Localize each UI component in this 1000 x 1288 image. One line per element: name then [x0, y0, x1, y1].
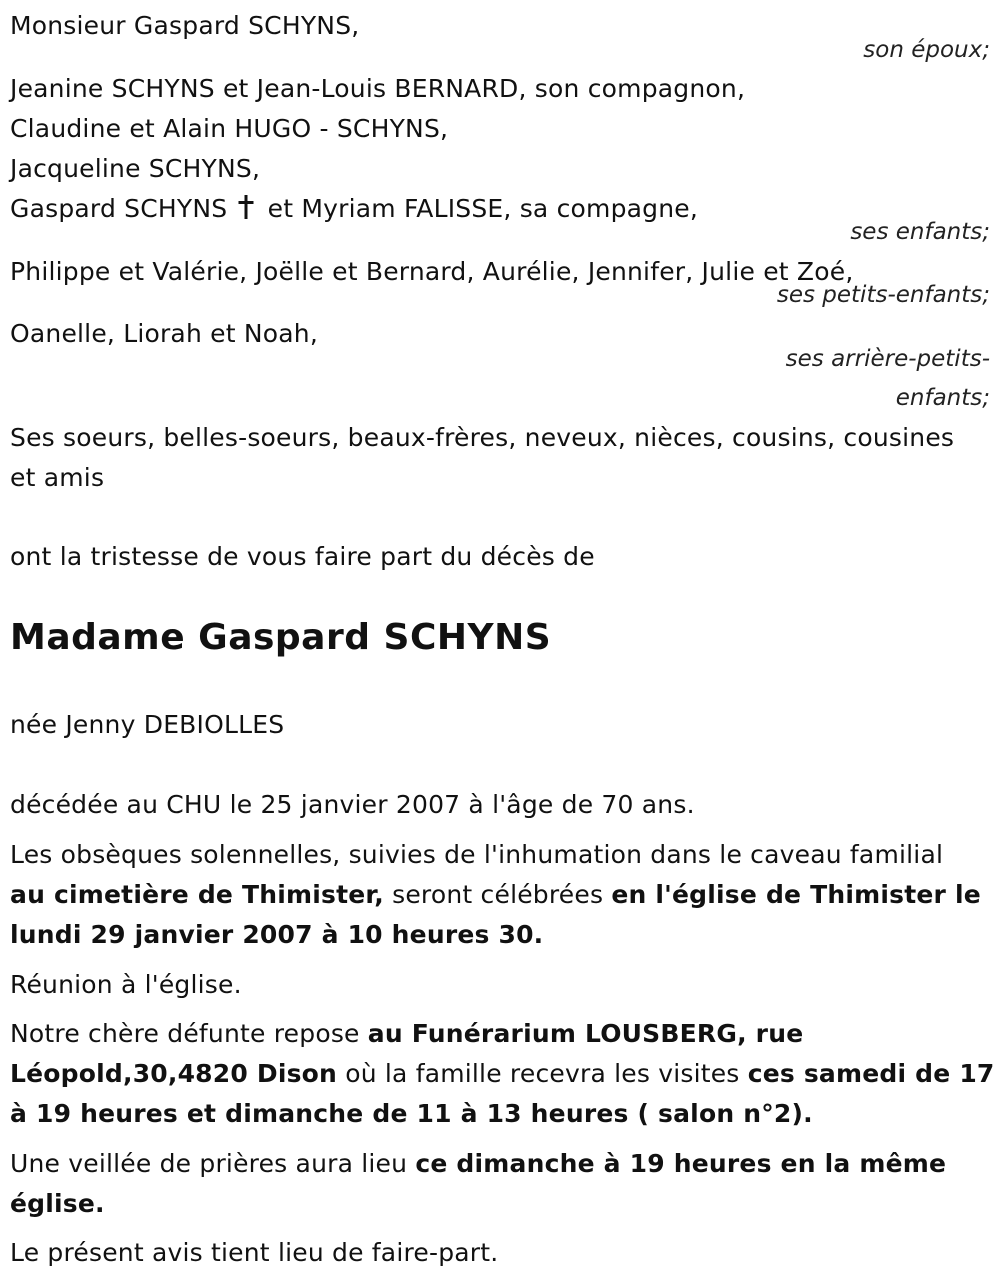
children-role: ses enfants;: [850, 219, 990, 245]
spouse-role: son époux;: [863, 37, 990, 63]
announcement-text: ont la tristesse de vous faire part du décès de: [10, 542, 595, 571]
meeting-note: Réunion à l'église.: [10, 970, 242, 999]
closing-note: Le présent avis tient lieu de faire-part.: [10, 1238, 499, 1267]
children-line-1: Jeanine SCHYNS et Jean-Louis BERNARD, son compagnon,: [10, 74, 746, 103]
repose-connector: où la famille recevra les visites: [337, 1059, 748, 1088]
great-grandchildren-role-2: enfants;: [895, 385, 990, 411]
funeral-datetime: lundi 29 janvier 2007 à 10 heures 30.: [10, 920, 544, 949]
deceased-maiden-name: née Jenny DEBIOLLES: [10, 710, 285, 739]
great-grandchildren-names: Oanelle, Liorah et Noah,: [10, 319, 318, 348]
repose-visits-start: ces samedi de 17: [747, 1059, 995, 1088]
funeral-church: en l'église de Thimister le: [611, 880, 981, 909]
vigil-line-1: [10, 1144, 946, 1184]
vigil-intro: Une veillée de prières aura lieu: [10, 1149, 416, 1178]
funeral-line-2: [10, 875, 981, 915]
funeral-cemetery: au cimetière de Thimister,: [10, 880, 384, 909]
vigil-line-2: église.: [10, 1189, 105, 1218]
children-deceased-son: Gaspard SCHYNS: [10, 194, 228, 223]
repose-intro: Notre chère défunte repose: [10, 1019, 368, 1048]
children-line-2: Claudine et Alain HUGO - SCHYNS,: [10, 114, 449, 143]
children-line-4-rest: et Myriam FALISSE, sa compagne,: [267, 194, 699, 223]
grandchildren-names: Philippe et Valérie, Joëlle et Bernard, Aurélie, Jennifer, Julie et Zoé,: [10, 257, 854, 286]
latin-cross-icon: [237, 194, 255, 220]
children-line-3: Jacqueline SCHYNS,: [10, 154, 261, 183]
repose-line-2: [10, 1054, 995, 1094]
vigil-time: ce dimanche à 19 heures en la même: [415, 1149, 947, 1178]
funeral-line-1: Les obsèques solennelles, suivies de l'inhumation dans le caveau familial: [10, 840, 944, 869]
others-line-1: Ses soeurs, belles-soeurs, beaux-frères, neveux, nièces, cousins, cousines: [10, 423, 955, 452]
others-line-2: et amis: [10, 463, 105, 492]
spouse-name: Monsieur Gaspard SCHYNS,: [10, 11, 360, 40]
repose-line-3: à 19 heures et dimanche de 11 à 13 heures ( salon n°2).: [10, 1099, 813, 1128]
repose-funeral-home: au Funérarium LOUSBERG, rue: [367, 1019, 804, 1048]
repose-line-1: [10, 1014, 803, 1054]
great-grandchildren-role-1: ses arrière-petits-: [785, 346, 990, 372]
grandchildren-role: ses petits-enfants;: [776, 282, 990, 308]
children-line-4: [10, 189, 698, 229]
funeral-connector: seront célébrées: [383, 880, 612, 909]
death-details: décédée au CHU le 25 janvier 2007 à l'âge de 70 ans.: [10, 790, 695, 819]
repose-address: Léopold,30,4820 Dison: [10, 1059, 338, 1088]
deceased-name: Madame Gaspard SCHYNS: [10, 617, 552, 658]
